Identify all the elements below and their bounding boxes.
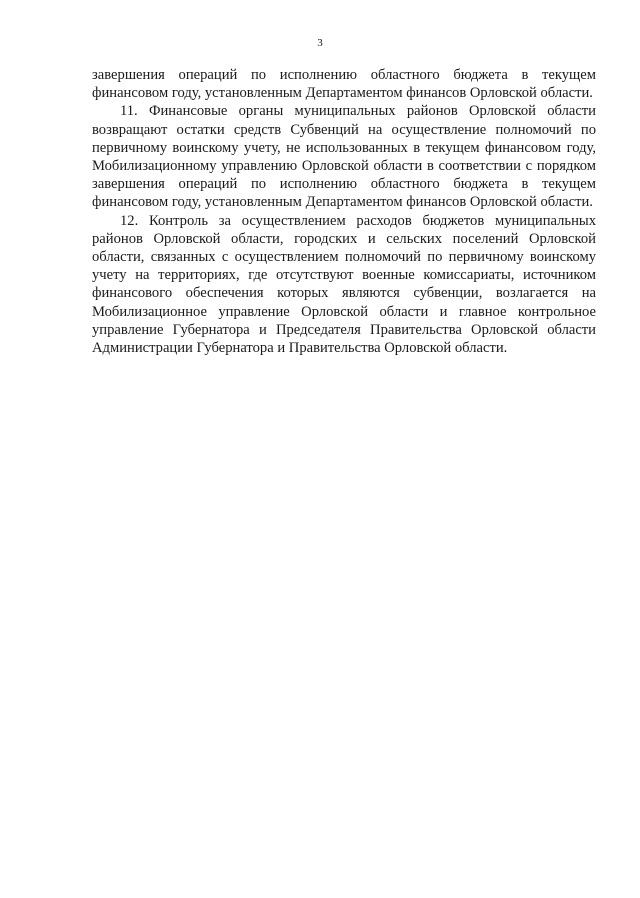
paragraph-item-11: 11. Финансовые органы муниципальных районов Орловской области возвращают остатки средств Субвенций на осуществление полномочий по первичному воинскому учету, не использованных в текущем финансовом году, Мобилизационному управлению Орловской области в соответствии с порядком завершения операций по исполнению областного бюджета в текущем финансовом году, установленным Департаментом финансов Орловской области. — [92, 103, 596, 211]
paragraph-continuation: завершения операций по исполнению областного бюджета в текущем финансовом году, установленным Департаментом финансов Орловской области. — [92, 67, 596, 102]
paragraph-item-12: 12. Контроль за осуществлением расходов бюджетов муниципальных районов Орловской области, городских и сельских поселений Орловской области, связанных с осуществлением полномочий по первичному воинскому учету на территориях, где отсутствуют военные комиссариаты, источником финансового обеспечения которых являются субвенции, возлагается на Мобилизационное управление Орловской области и главное контрольное управление Губернатора и Председателя Правительства Орловской области Администрации Губернатора и Правительства Орловской области. — [92, 212, 596, 357]
page-number: 3 — [317, 37, 323, 49]
document-body — [92, 66, 596, 357]
